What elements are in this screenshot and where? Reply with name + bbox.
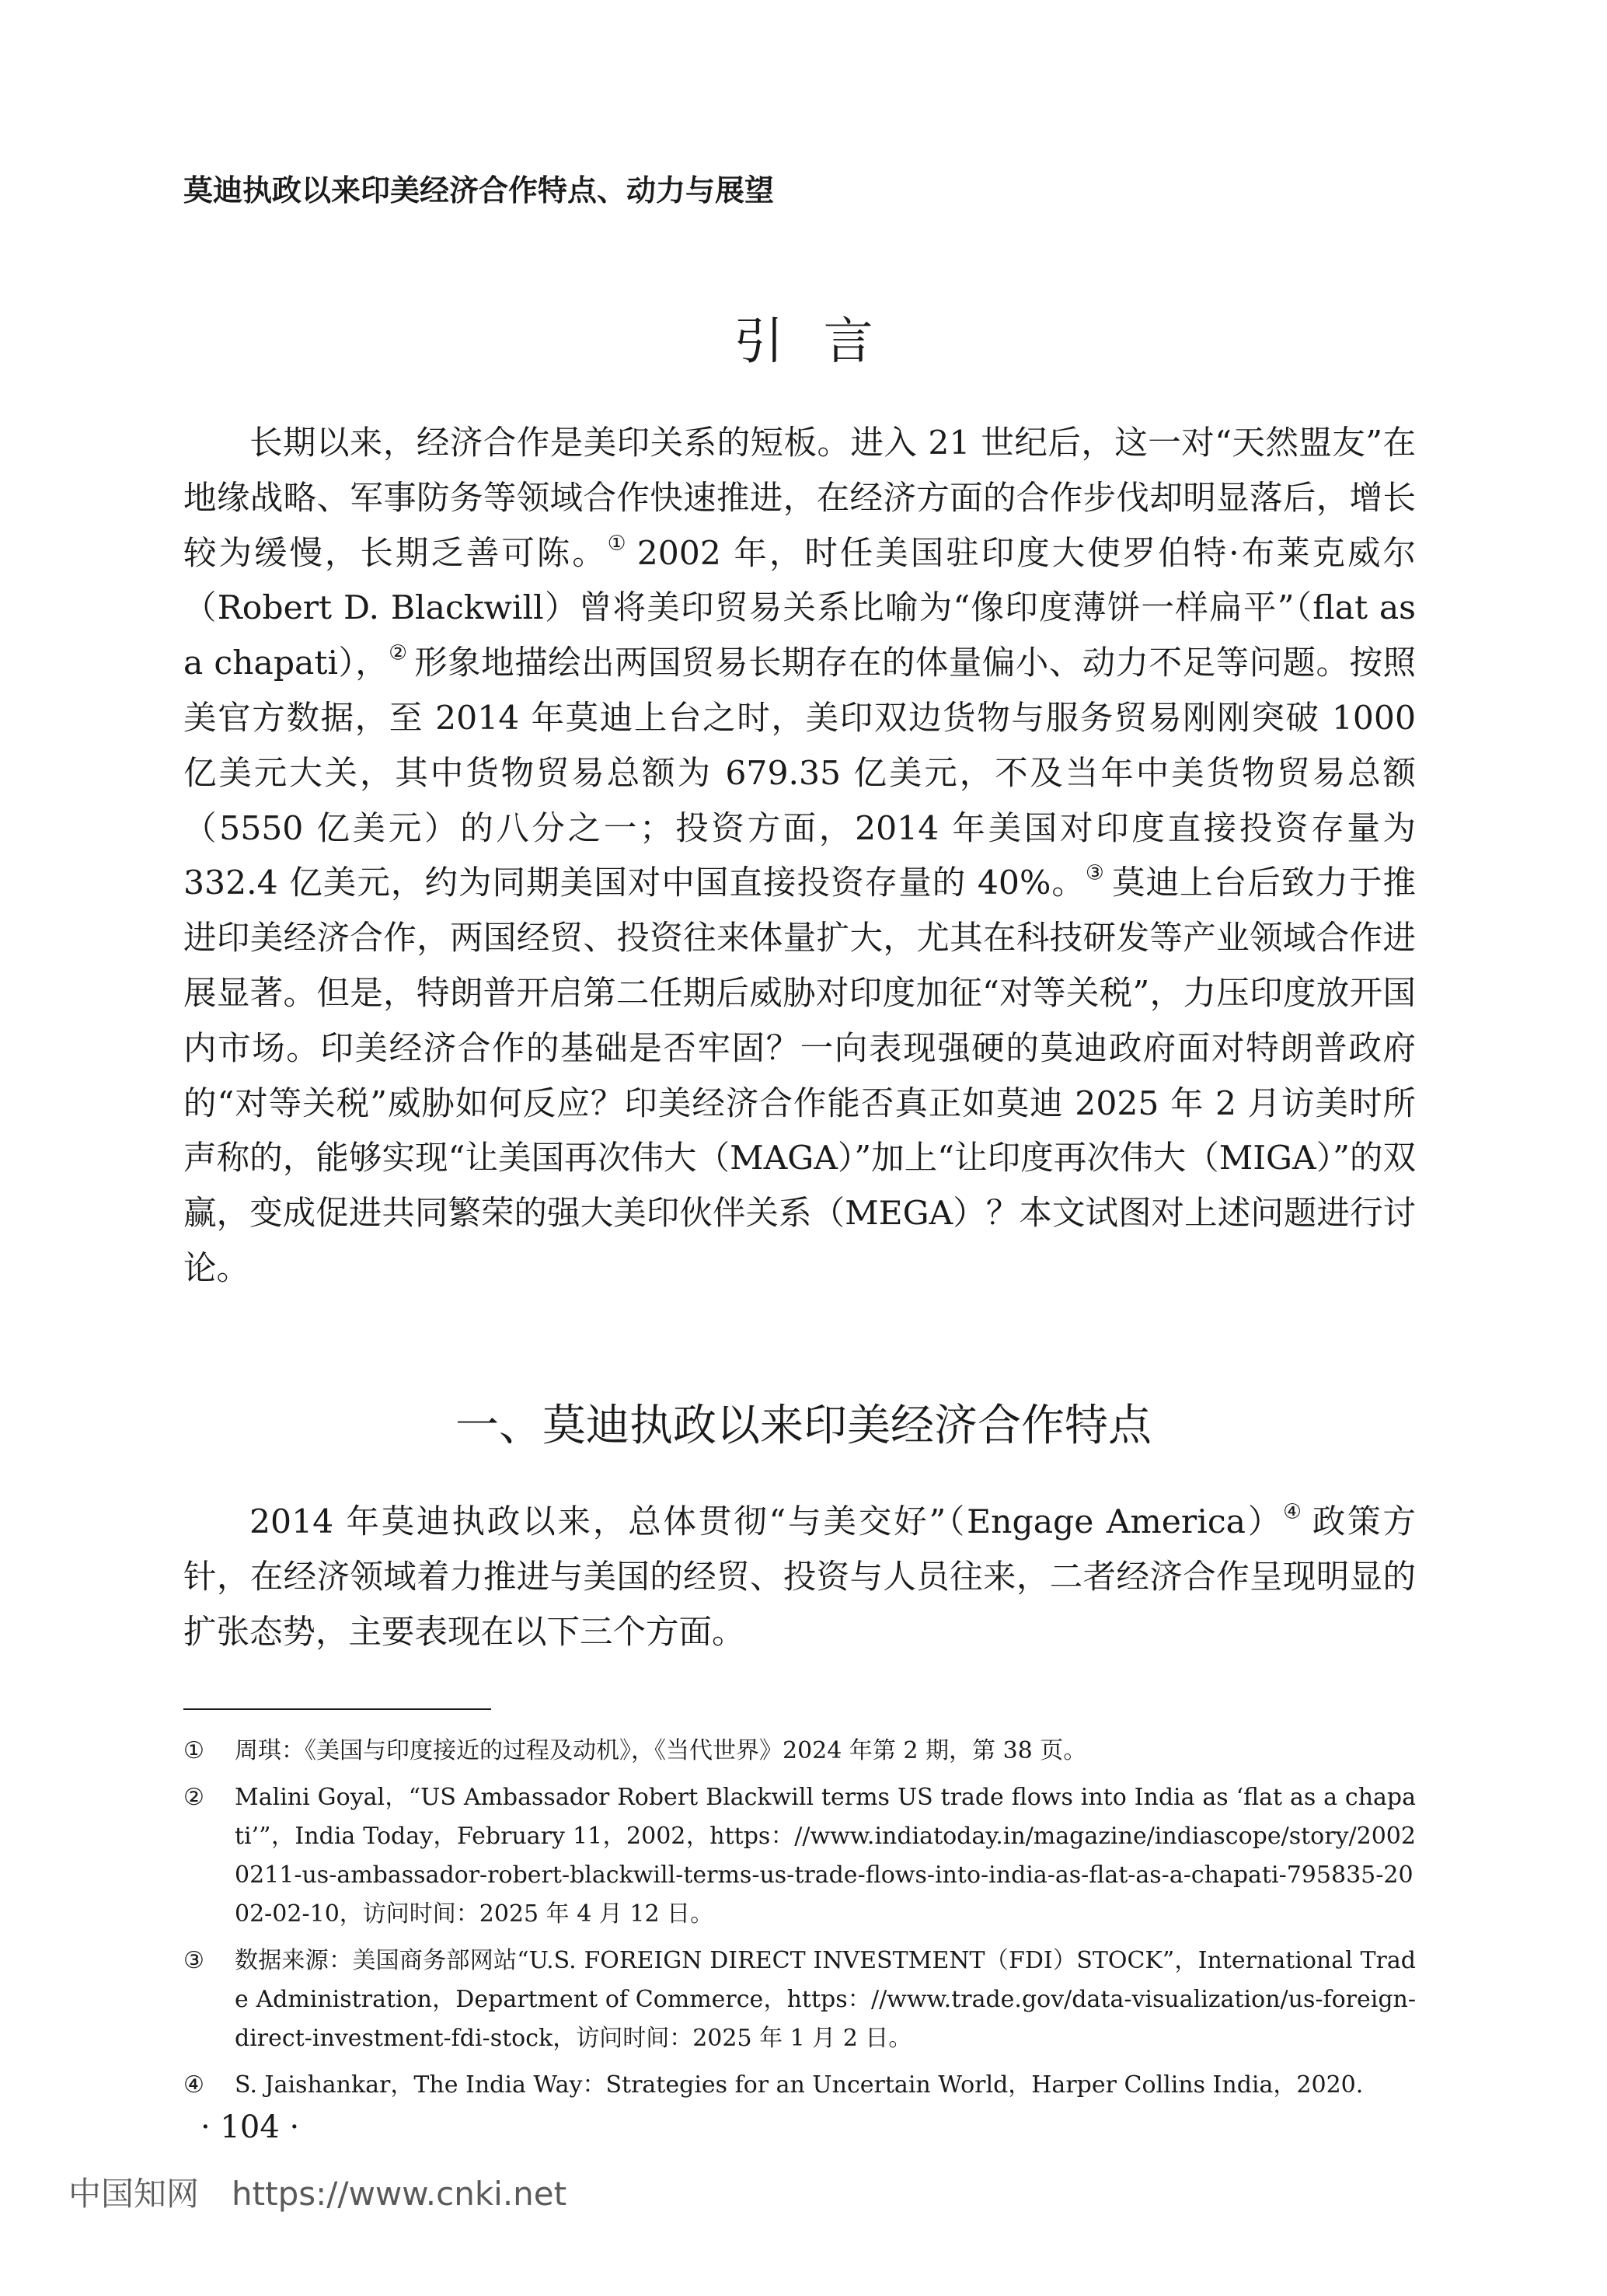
running-title: 莫迪执政以来印美经济合作特点、动力与展望 (183, 173, 775, 208)
footnote-item (183, 1778, 1416, 1934)
section-text-1: 2014 年莫迪执政以来，总体贯彻“与美交好”（Engage America） (249, 1503, 1284, 1541)
footnote-text: 周琪：《美国与印度接近的过程及动机》，《当代世界》2024 年第 2 期，第 38 页。 (235, 1737, 1087, 1764)
intro-text-4: 莫迪上台后致力于推进印美经济合作，两国经贸、投资往来体量扩大，尤其在科技研发等产业领域合作进展显著。但是，特朗普开启第二任期后威胁对印度加征“对等关税”，力压印度放开国内市场。印美经济合作的基础是否牢固？一向表现强硬的莫迪政府面对特朗普政府的“对等关税”威胁如何反应？印美经济合作能否真正如莫迪 2025 年 2 月访美时所声称的，能够实现“让美国再次伟大（MAGA）”加上“让印度再次伟大（MIGA）”的双赢，变成促进共同繁荣的强大美印伙伴关系（MEGA）？本文试图对上述问题进行讨论。 (183, 864, 1416, 1288)
footnote-ref-4[interactable]: ④ (1283, 1500, 1312, 1524)
watermark (68, 2169, 566, 2215)
page-number: · 104 · (200, 2109, 300, 2145)
footnote-item (183, 2066, 1416, 2105)
watermark-name: 中国知网 (68, 2175, 200, 2213)
watermark-url[interactable]: https://www.cnki.net (232, 2175, 567, 2213)
footnote-marker: ④ (183, 2071, 204, 2099)
footnote-ref-2[interactable]: ② (389, 641, 415, 665)
footnote-ref-1[interactable]: ① (607, 532, 637, 556)
footnote-item (183, 1732, 1416, 1771)
intro-text-2: 2002 年，时任美国驻印度大使罗伯特·布莱克威尔（Robert D. Blackwill）曾将美印贸易关系比喻为“像印度薄饼一样扁平”（flat as a chapati）， (183, 534, 1416, 683)
footnote-text: Malini Goyal，“US Ambassador Robert Blackwill terms US trade flows into India as ‘flat as a chapati’”，India Today，February 11，2002，https：//www.indiatoday.in/magazine/indiascope/story/20020211-us-ambassador-robert-blackwill-terms-us-trade-flows-into-india-as-flat-as-a-chapati-795835-2002-02-10，访问时间：2025 年 4 月 12 日。 (235, 1784, 1416, 1928)
intro-heading: 引言 (734, 313, 913, 371)
footnote-text: 数据来源：美国商务部网站“U.S. FOREIGN DIRECT INVESTMENT（FDI）STOCK”，International Trade Administration，Department of Commerce，https：//www.trade.gov/data-visualization/us-foreign-direct-investment-fdi-stock，访问时间：2025 年 1 月 2 日。 (235, 1947, 1416, 2052)
footnote-list (183, 1732, 1416, 2113)
intro-text-3: 形象地描绘出两国贸易长期存在的体量偏小、动力不足等问题。按照美官方数据，至 2014 年莫迪上台之时，美印双边货物与服务贸易刚刚突破 1000 亿美元大关，其中货物贸易总额为 679.35 亿美元，不及当年中美货物贸易总额（5550 亿美元）的八分之一；投资方面，2014 年美国对印度直接投资存量为 332.4 亿美元，约为同期美国对中国直接投资存量的 40%。 (183, 644, 1416, 903)
footnote-marker: ③ (183, 1947, 204, 1974)
footnote-divider (183, 1708, 491, 1710)
footnote-ref-3[interactable]: ③ (1085, 861, 1113, 885)
section-text-2: 政策方针，在经济领域着力推进与美国的经贸、投资与人员往来，二者经济合作呈现明显的扩张态势，主要表现在以下三个方面。 (183, 1503, 1416, 1652)
footnote-item (183, 1942, 1416, 2058)
section-paragraph (183, 1495, 1416, 1660)
footnote-marker: ② (183, 1784, 204, 1811)
footnote-marker: ① (183, 1737, 204, 1764)
intro-paragraph (183, 417, 1416, 1297)
footnote-text: S. Jaishankar，The India Way：Strategies for an Uncertain World，Harper Collins India，2020. (235, 2071, 1364, 2099)
intro-text-1: 长期以来，经济合作是美印关系的短板。进入 21 世纪后，这一对“天然盟友”在地缘战略、军事防务等领域合作快速推进，在经济方面的合作步伐却明显落后，增长较为缓慢，长期乏善可陈。 (183, 424, 1416, 573)
section-heading: 一、莫迪执政以来印美经济合作特点 (455, 1401, 1152, 1451)
